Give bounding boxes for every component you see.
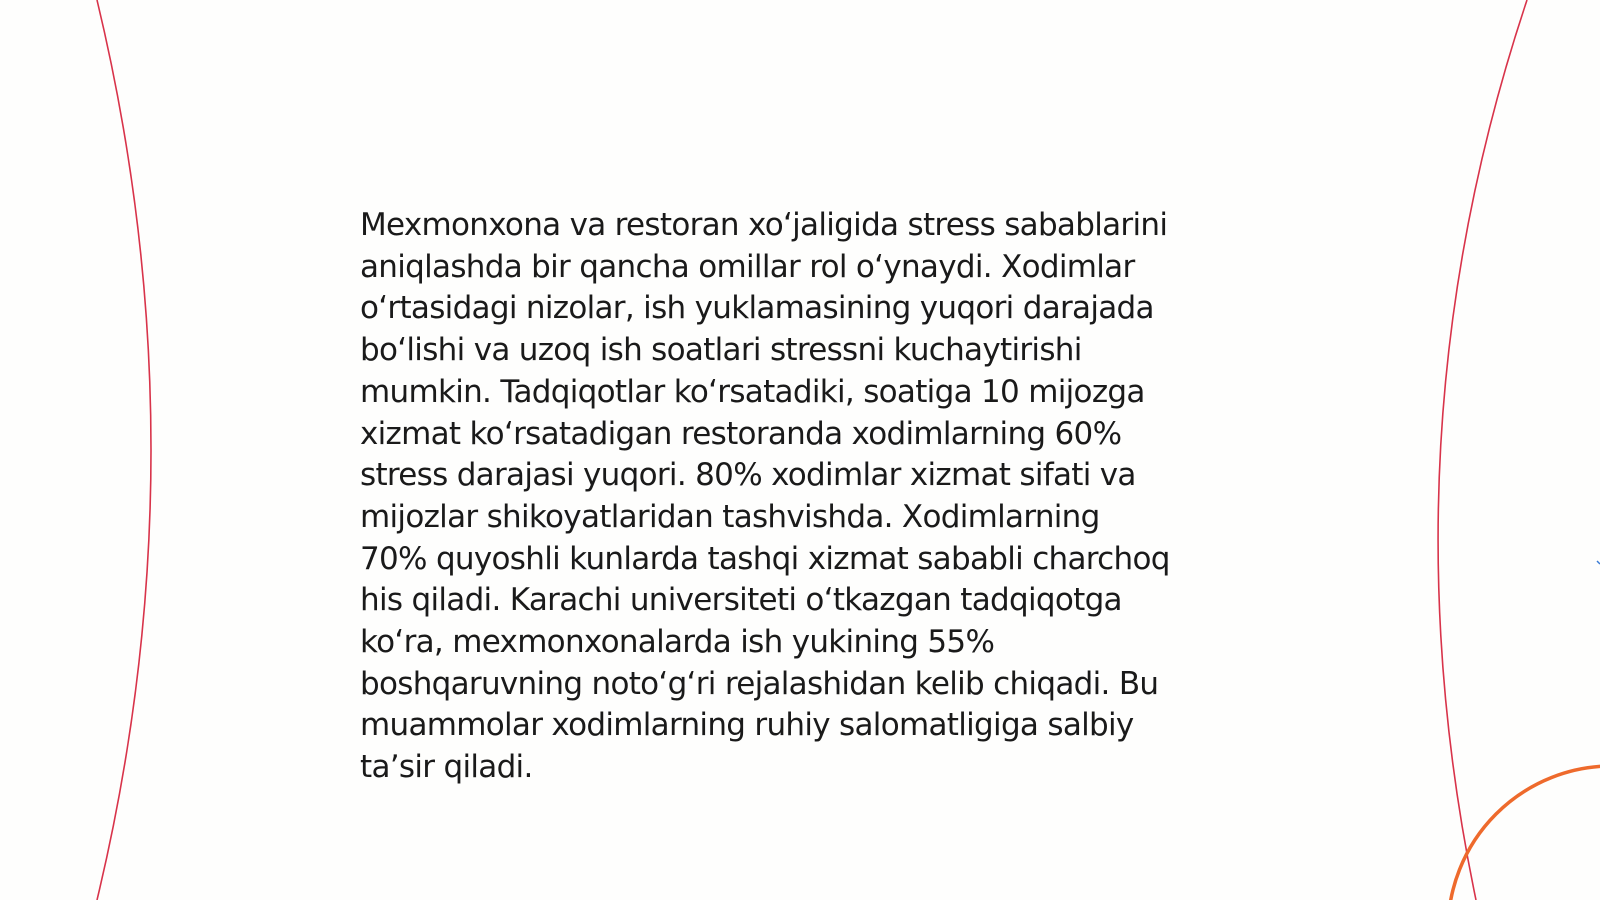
left-curve-line (97, 0, 151, 900)
right-curve-line (1438, 0, 1527, 900)
body-paragraph: Mexmonxona va restoran xoʻjaligida stress sabablarini aniqlashda bir qancha omillar rol oʻynaydi. Xodimlar oʻrtasidagi nizolar, ish yuklamasining yuqori darajada boʻlishi va uzoq ish soatlari stressni kuchaytirishi mumkin. Tadqiqotlar koʻrsatadiki, soatiga 10 mijozga xizmat koʻrsatadigan restoranda xodimlarning 60% stress darajasi yuqori. 80% xodimlar xizmat sifati va mijozlar shikoyatlaridan tashvishda. Xodimlarning 70% quyoshli kunlarda tashqi xizmat sababli charchoq his qiladi. Karachi universiteti oʻtkazgan tadqiqotga koʻra, mexmonxonalarda ish yukining 55% boshqaruvning notoʻgʻri rejalashidan kelib chiqadi. Bu muammolar xodimlarning ruhiy salomatligiga salbiy taʼsir qiladi. (360, 207, 1170, 786)
orange-circle-accent (1448, 766, 1600, 900)
